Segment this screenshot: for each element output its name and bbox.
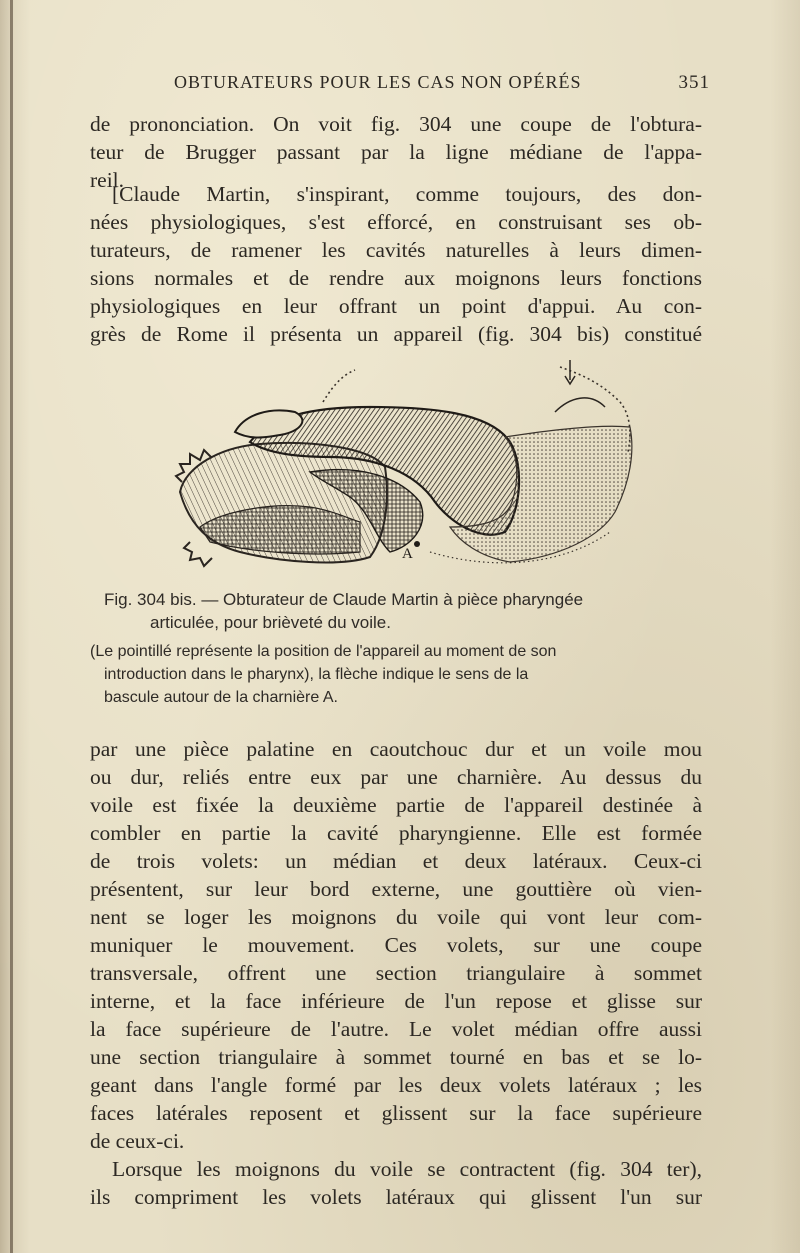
caption-line: Fig. 304 bis. — Obturateur de Claude Martin à pièce pharyngée (104, 590, 584, 609)
text-line: voile est fixée la deuxième partie de l'appareil destinée à (90, 793, 702, 817)
text-line: la face supérieure de l'autre. Le volet médian offre aussi (90, 1017, 702, 1041)
last-paragraph (90, 1155, 702, 1211)
text-line: [Claude Martin, s'inspirant, comme toujours, des don- (112, 182, 702, 206)
text-line: reil. (90, 168, 125, 192)
text-line: présentent, sur leur bord externe, une gouttière où vien- (90, 877, 702, 901)
text-line: par une pièce palatine en caoutchouc dur et un voile mou (90, 737, 702, 761)
running-title: OBTURATEURS POUR LES CAS NON OPÉRÉS (174, 72, 582, 92)
body-paragraph (90, 735, 702, 1155)
obturator-drawing (160, 352, 650, 584)
hinge-label: A (402, 546, 413, 562)
text-line: de ceux-ci. (90, 1129, 185, 1153)
text-line: nent se loger les moignons du voile qui vont leur com- (90, 905, 702, 929)
caption-line: articulée, pour brièveté du voile. (150, 613, 391, 632)
page-number: 351 (678, 72, 710, 93)
text-line: turateurs, de ramener les cavités naturelles à leurs dimen- (90, 238, 702, 262)
note-line: introduction dans le pharynx), la flèche indique le sens de la (104, 666, 529, 683)
text-line: teur de Brugger passant par la ligne médiane de l'appa- (90, 140, 702, 164)
text-line: transversale, offrent une section triangulaire à sommet (90, 961, 702, 985)
text-line: grès de Rome il présenta un appareil (fig. 304 bis) constitué (90, 322, 702, 346)
second-paragraph (90, 180, 702, 348)
text-line: une section triangulaire à sommet tourné en bas et se lo- (90, 1045, 702, 1069)
text-line: ils compriment les volets latéraux qui glissent l'un sur (90, 1185, 702, 1209)
text-line: physiologiques en leur offrant un point d'appui. Au con- (90, 294, 702, 318)
note-line: bascule autour de la charnière A. (104, 689, 338, 706)
text-line: interne, et la face inférieure de l'un repose et glisse sur (90, 989, 702, 1013)
text-line: geant dans l'angle formé par les deux volets latéraux ; les (90, 1073, 702, 1097)
figure-note (90, 643, 702, 712)
figure-caption (90, 590, 702, 636)
text-line: ou dur, reliés entre eux par une charnière. Au dessus du (90, 765, 702, 789)
text-line: de prononciation. On voit fig. 304 une coupe de l'obtura- (90, 112, 702, 136)
page-binding-edge (10, 0, 13, 1253)
note-line: (Le pointillé représente la position de l'appareil au moment de son (90, 643, 557, 660)
text-line: faces latérales reposent et glissent sur la face supérieure (90, 1101, 702, 1125)
text-line: sions normales et de rendre aux moignons leurs fonctions (90, 266, 702, 290)
text-line: nées physiologiques, s'est efforcé, en construisant ses ob- (90, 210, 702, 234)
text-line: Lorsque les moignons du voile se contractent (fig. 304 ter), (112, 1157, 702, 1181)
text-line: de trois volets: un médian et deux latéraux. Ceux-ci (90, 849, 702, 873)
obturator-illustration (160, 352, 650, 584)
text-line: muniquer le mouvement. Ces volets, sur une coupe (90, 933, 702, 957)
text-line: combler en partie la cavité pharyngienne. Elle est formée (90, 821, 702, 845)
running-header (90, 72, 710, 96)
